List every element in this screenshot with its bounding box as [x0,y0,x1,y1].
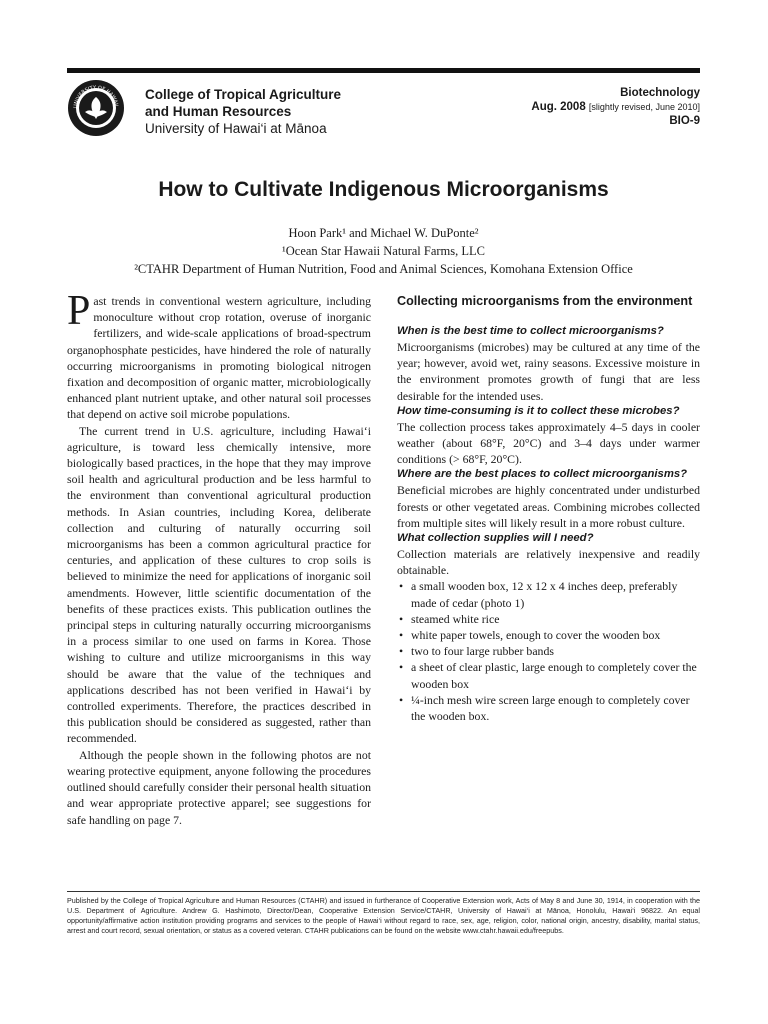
author-names: Hoon Park¹ and Michael W. DuPonte² [288,226,479,240]
list-item: • a small wooden box, 12 x 12 x 4 inches deep, preferably made of cedar (photo 1) [397,578,700,610]
answer-1: Microorganisms (microbes) may be cultured at any time of the year; however, avoid wet, rainy seasons. Excessive moisture in the environment promotes growth of fungi that are less desirable for the intended uses. [397,340,700,403]
answer-3: Beneficial microbes are highly concentrated under undisturbed forests or other vegetated areas. Combining microbes collected from multiple sites will likely result in a more robust culture. [397,483,700,530]
intro-paragraph [67,288,371,423]
drop-cap: P [67,288,91,334]
affiliation-2: ²CTAHR Department of Human Nutrition, Food and Animal Sciences, Komohana Extension Office [134,262,633,276]
document-title: How to Cultivate Indigenous Microorganisms [158,178,609,201]
answer-4: Collection materials are relatively inexpensive and readily obtainable. [397,547,700,578]
publication-date [531,100,700,114]
question-1: When is the best time to collect microorganisms? [397,325,664,337]
svg-text:UNIVERSITY OF HAWAII: UNIVERSITY OF HAWAII [72,84,119,109]
affiliation-1: ¹Ocean Star Hawaii Natural Farms, LLC [282,244,485,258]
right-column [397,293,700,724]
publication-meta [531,86,700,128]
body-paragraph-2: The current trend in U.S. agriculture, including Hawai‘i agriculture, is toward less chemically intensive, more biologically based practices, in the hope that they may improve soil health and agricultural production and be less harmful to the environment than conventional agricultural production methods. In Asian countries, including Korea, deliberate collection and culturing of naturally occurring soil microorganisms has been a common agricultural practice for centuries, and application of these cultures to crop soils is believed to minimize the need for applications of inorganic soil amendments. However, little scientific documentation of the benefits of these practices exists. This publication outlines the principal steps in culturing naturally occurring microorganisms in a process similar to one used on farms in Korea. Those wishing to culture and utilize microorganisms in this way should be aware that the value of the techniques and applications described has not been verified in Hawai‘i by controlled experiments. Therefore, the practices described in this publication should be considered as suggested, rather than recommended. [67,423,371,746]
publication-code: BIO-9 [669,115,700,127]
list-item: • white paper towels, enough to cover the wooden box [397,627,700,643]
intro-text: ast trends in conventional western agriculture, including monoculture without crop rotation, overuse of inorganic fertilizers, and wide-scale applications of broad-spectrum organophosphate pesticides, have hindered the role of naturally occurring microorganisms in promoting biological nitrogen fixation and decomposition of organic matter, microbiologically enhanced plant nutrient uptake, and other natural soil processes that depend on active soil microbe populations. [67,294,371,422]
header-rule [67,68,700,73]
university-seal-logo [67,79,125,137]
left-column [67,288,371,828]
question-3: Where are the best places to collect microorganisms? [397,468,688,481]
supplies-list [397,578,700,724]
date-text: Aug. 2008 [531,101,586,113]
list-item: • steamed white rice [397,611,700,627]
university-name: University of Hawai‘i at Mānoa [145,121,327,136]
authors-block [67,224,700,278]
category-label: Biotechnology [620,87,700,99]
college-name-line1: College of Tropical Agriculture [145,87,342,102]
footer-notice: Published by the College of Tropical Agriculture and Human Resources (CTAHR) and issued in furtherance of Cooperative Extension work, Acts of May 8 and June 30, 1914, in cooperation with the U.S. Department of Agriculture. Andrew G. Hashimoto, Director/Dean, Cooperative Extension Service/CTAHR, University of Hawai‘i at Mānoa, Honolulu, Hawai‘i 96822. An equal opportunity/affirmative action institution providing programs and services to the people of Hawai‘i without regard to race, sex, age, religion, color, national origin, ancestry, disability, marital status, arrest and court record, sexual orientation, or status as a covered veteran. CTAHR publications can be found on the website www.ctahr.hawaii.edu/freepubs. [67,896,700,935]
answer-2: The collection process takes approximately 4–5 days in cooler weather (about 68°F, 20°C) and 3–4 days under warmer conditions (> 68°F, 20°C). [397,419,700,467]
revision-note: [slightly revised, June 2010] [588,102,700,112]
footer-rule [67,891,700,892]
body-paragraph-3: Although the people shown in the following photos are not wearing protective equipment, anyone following the procedures outlined should carefully consider their personal health situation and wear appropriate protective apparel; see suggestions for safe handling on page 7. [67,747,371,827]
college-name-block [145,86,341,137]
question-4: What collection supplies will I need? [397,532,594,545]
list-item: • two to four large rubber bands [397,643,700,659]
college-name-line2: and Human Resources [145,104,292,119]
question-2: How time-consuming is it to collect these microbes? [397,404,680,417]
list-item: • a sheet of clear plastic, large enough to completely cover the wooden box [397,659,700,691]
list-item: • ¼-inch mesh wire screen large enough to completely cover the wooden box. [397,692,700,724]
section-heading: Collecting microorganisms from the environment [397,294,693,308]
